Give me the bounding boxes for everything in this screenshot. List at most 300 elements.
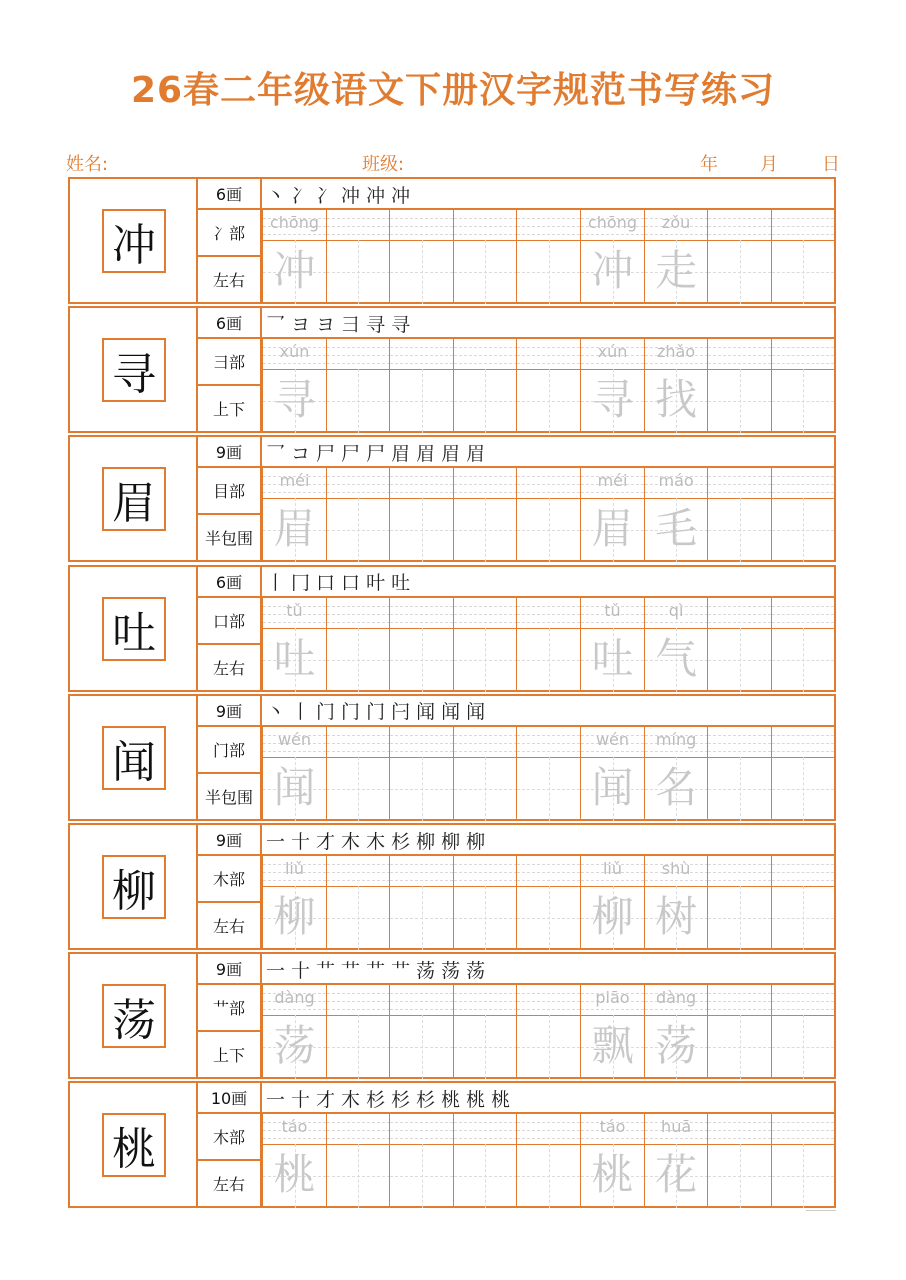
pinyin-guide-line [772,218,834,219]
pinyin-lines [327,727,390,758]
cell-guide-horizontal [390,272,453,273]
trace-character: 桃 [591,1150,634,1200]
pinyin-text: piāo [595,988,630,1008]
stroke-step: 冂 [291,572,311,595]
pinyin-guide-line [327,1138,390,1139]
stroke-order [266,826,485,854]
writing-cell[interactable] [707,466,771,560]
pinyin-guide-line [390,1138,453,1139]
cell-guide-horizontal [708,272,771,273]
trace-character: 荡 [655,1021,698,1071]
cell-guide-horizontal [454,1176,517,1177]
stroke-step: 桃 [441,1088,461,1111]
writing-cell[interactable] [453,854,517,948]
pinyin-guide-line [454,1122,517,1123]
pinyin-lines [454,339,517,370]
pinyin-text: zhǎo [657,342,696,362]
stroke-step: 闻 [466,701,486,724]
cell-guide-horizontal [772,272,834,273]
writing-cell[interactable] [644,983,708,1077]
pinyin-guide-line [772,1138,834,1139]
pinyin-lines [327,598,390,629]
cell-guide-horizontal [517,272,580,273]
writing-cell[interactable] [326,854,390,948]
writing-cell[interactable] [580,208,644,302]
pinyin-guide-line [517,484,580,485]
pinyin-text: tǔ [286,600,303,620]
pinyin-text: liǔ [602,859,623,878]
trace-character: 寻 [273,375,316,425]
pinyin-text: méi [597,471,628,491]
trace-character: 柳 [591,892,634,941]
cell-guide-horizontal [517,918,580,919]
pinyin-guide-line [645,1138,708,1139]
trace-character: 柳 [273,892,316,941]
writing-cell[interactable] [516,983,580,1077]
stroke-step: ヨ [316,313,336,336]
stroke-step: 丶 [266,701,286,724]
pinyin-guide-line [327,234,390,235]
writing-cell[interactable] [389,596,453,690]
pinyin-guide-line [390,492,453,493]
stroke-step: 乛 [266,442,286,465]
writing-cell[interactable] [453,466,517,560]
stroke-order [266,568,410,596]
writing-cell[interactable] [644,208,708,302]
pinyin-guide-line [390,606,453,607]
writing-cell[interactable] [326,983,390,1077]
writing-grid [262,1112,834,1206]
writing-cell[interactable] [326,596,390,690]
writing-cell[interactable] [580,983,644,1077]
pinyin-guide-line [327,1001,390,1002]
pinyin-lines [772,598,834,629]
pinyin-guide-line [327,492,390,493]
cell-guide-horizontal [708,1047,771,1048]
writing-cell[interactable] [771,725,835,819]
writing-cell[interactable] [453,1112,517,1206]
stroke-step: 眉 [441,442,461,465]
writing-cell[interactable] [644,596,708,690]
pinyin-guide-line [708,347,771,348]
pinyin-guide-line [645,363,708,364]
writing-cell[interactable] [771,337,835,431]
writing-grid [262,596,834,690]
pinyin-guide-line [772,363,834,364]
stroke-step: 丨 [266,572,286,595]
writing-cell[interactable] [262,337,326,431]
writing-cell[interactable] [326,725,390,819]
cell-guide-horizontal [327,1047,390,1048]
stroke-count: 9画 [198,954,262,985]
radical: 艹部 [198,985,262,1032]
stroke-step: 丶 [266,184,286,207]
pinyin-guide-line [454,1001,517,1002]
pinyin-lines [772,339,834,370]
class-label: 班级: [362,154,405,175]
pinyin-guide-line [517,880,580,881]
pinyin-guide-line [327,864,390,865]
pinyin-lines [454,598,517,629]
stroke-order [266,180,410,208]
writing-cell[interactable] [580,725,644,819]
stroke-step: 乛 [266,313,286,336]
pinyin-guide-line [772,1009,834,1010]
pinyin-lines [708,468,771,499]
pinyin-lines [708,985,771,1016]
pinyin-guide-line [708,234,771,235]
writing-cell[interactable] [262,466,326,560]
pinyin-guide-line [772,864,834,865]
stroke-order [266,438,485,466]
cell-guide-horizontal [708,918,771,919]
pinyin-guide-line [390,1001,453,1002]
cell-guide-horizontal [517,789,580,790]
cell-guide-horizontal [772,1176,834,1177]
pinyin-text: huā [661,1117,692,1137]
pinyin-lines [517,985,580,1016]
writing-cell[interactable] [262,208,326,302]
cell-guide-horizontal [772,660,834,661]
pinyin-guide-line [772,872,834,873]
pinyin-guide-line [581,880,644,881]
pinyin-guide-line [390,218,453,219]
pinyin-guide-line [390,484,453,485]
stroke-step: 冲 [366,184,386,207]
pinyin-lines [772,210,834,241]
pinyin-lines [708,210,771,241]
pinyin-guide-line [708,226,771,227]
pinyin-guide-line [517,993,580,994]
pinyin-guide-line [708,751,771,752]
cell-guide-horizontal [517,1047,580,1048]
pinyin-guide-line [517,218,580,219]
pinyin-guide-line [581,234,644,235]
writing-cell[interactable] [644,466,708,560]
trace-character: 闻 [591,762,634,812]
stroke-step: 艹 [391,959,411,982]
writing-cell[interactable] [771,854,835,948]
pinyin-lines [772,468,834,499]
pinyin-guide-line [772,355,834,356]
stroke-step: 桃 [491,1088,511,1111]
writing-cell[interactable] [262,983,326,1077]
stroke-step: 门 [366,701,386,724]
cell-guide-horizontal [772,789,834,790]
trace-character: 吐 [273,633,316,683]
stroke-step: 门 [341,701,361,724]
stroke-step: 寻 [391,313,411,336]
writing-cell[interactable] [771,983,835,1077]
pinyin-lines [327,985,390,1016]
writing-cell[interactable] [453,596,517,690]
pinyin-guide-line [454,993,517,994]
writing-cell[interactable] [644,337,708,431]
writing-cell[interactable] [516,1112,580,1206]
writing-cell[interactable] [262,854,326,948]
pinyin-guide-line [772,1001,834,1002]
writing-cell[interactable] [516,725,580,819]
stroke-count: 9画 [198,437,262,468]
pinyin-text: chōng [587,213,638,232]
stroke-step: 一 [266,830,286,853]
pinyin-guide-line [772,606,834,607]
stroke-step: 才 [316,1088,336,1111]
pinyin-guide-line [390,864,453,865]
writing-grid [262,466,834,560]
pinyin-lines [517,598,580,629]
character-block [68,565,836,692]
pinyin-text: dàng [655,988,697,1008]
name-label: 姓名: [66,154,109,175]
trace-character: 吐 [591,633,634,683]
pinyin-guide-line [517,1138,580,1139]
pinyin-lines [708,856,771,887]
writing-cell[interactable] [262,725,326,819]
stroke-order [266,955,485,983]
pinyin-text: táo [281,1117,308,1137]
pinyin-text: máo [658,471,694,491]
writing-cell[interactable] [707,337,771,431]
pinyin-guide-line [390,1009,453,1010]
model-character: 闻 [102,726,166,790]
pinyin-lines [390,339,453,370]
pinyin-guide-line [708,1122,771,1123]
writing-cell[interactable] [389,1112,453,1206]
pinyin-lines [517,339,580,370]
structure: 上下 [198,1032,262,1077]
writing-cell[interactable] [771,208,835,302]
writing-cell[interactable] [389,854,453,948]
stroke-order [266,697,485,725]
writing-cell[interactable] [580,1112,644,1206]
writing-cell[interactable] [516,208,580,302]
stroke-step: 尸 [341,442,361,465]
stroke-step: 彐 [341,313,361,336]
trace-character: 冲 [591,246,634,295]
pinyin-guide-line [390,614,453,615]
pinyin-guide-line [517,226,580,227]
pinyin-lines [454,985,517,1016]
writing-cell[interactable] [707,208,771,302]
cell-guide-horizontal [772,1047,834,1048]
pinyin-guide-line [390,347,453,348]
writing-cell[interactable] [262,1112,326,1206]
pinyin-guide-line [263,363,326,364]
writing-cell[interactable] [771,466,835,560]
trace-character: 桃 [273,1150,316,1200]
pinyin-guide-line [708,864,771,865]
model-character-cell [70,308,198,431]
pinyin-guide-line [581,622,644,623]
pinyin-lines [708,598,771,629]
stroke-step: 柳 [416,830,436,853]
stroke-step: 眉 [466,442,486,465]
cell-guide-horizontal [327,272,390,273]
pinyin-guide-line [517,606,580,607]
cell-guide-horizontal [517,660,580,661]
trace-character: 闻 [273,762,316,812]
writing-cell[interactable] [453,337,517,431]
pinyin-guide-line [454,476,517,477]
stroke-step: 口 [341,572,361,595]
stroke-step: 寻 [366,313,386,336]
writing-cell[interactable] [326,337,390,431]
pinyin-guide-line [327,993,390,994]
pinyin-guide-line [708,1001,771,1002]
writing-cell[interactable] [644,725,708,819]
cell-guide-horizontal [772,530,834,531]
writing-cell[interactable] [453,725,517,819]
cell-guide-horizontal [517,530,580,531]
pinyin-guide-line [390,751,453,752]
trace-character: 眉 [273,504,316,554]
pinyin-guide-line [454,614,517,615]
writing-cell[interactable] [389,725,453,819]
pinyin-guide-line [454,355,517,356]
pinyin-guide-line [327,614,390,615]
writing-cell[interactable] [516,466,580,560]
pinyin-guide-line [454,864,517,865]
pinyin-guide-line [454,743,517,744]
writing-cell[interactable] [707,1112,771,1206]
writing-cell[interactable] [389,466,453,560]
writing-cell[interactable] [326,466,390,560]
pinyin-guide-line [772,743,834,744]
writing-cell[interactable] [644,1112,708,1206]
writing-cell[interactable] [707,854,771,948]
pinyin-lines [454,856,517,887]
pinyin-guide-line [708,622,771,623]
page-title: 26春二年级语文下册汉字规范书写练习 [130,70,776,111]
pinyin-guide-line [708,484,771,485]
cell-guide-horizontal [454,660,517,661]
pinyin-guide-line [390,476,453,477]
writing-cell[interactable] [580,854,644,948]
pinyin-guide-line [645,492,708,493]
writing-cell[interactable] [516,854,580,948]
trace-character: 气 [655,633,698,683]
pinyin-lines [772,727,834,758]
pinyin-lines [390,727,453,758]
writing-cell[interactable] [326,208,390,302]
model-character: 荡 [102,984,166,1048]
day-label: 日 [822,154,840,175]
radical: 目部 [198,468,262,515]
pinyin-guide-line [327,363,390,364]
cell-guide-horizontal [327,1176,390,1177]
pinyin-guide-line [517,234,580,235]
writing-cell[interactable] [262,596,326,690]
pinyin-guide-line [645,622,708,623]
pinyin-guide-line [708,993,771,994]
writing-cell[interactable] [389,208,453,302]
pinyin-guide-line [708,614,771,615]
writing-cell[interactable] [771,596,835,690]
pinyin-text: míng [655,729,697,749]
pinyin-guide-line [327,880,390,881]
structure: 左右 [198,903,262,948]
writing-cell[interactable] [389,983,453,1077]
trace-character: 毛 [655,504,698,554]
writing-cell[interactable] [644,854,708,948]
writing-cell[interactable] [516,337,580,431]
pinyin-guide-line [517,1001,580,1002]
trace-character: 名 [655,762,698,812]
cell-guide-horizontal [327,401,390,402]
cell-guide-horizontal [708,1176,771,1177]
pinyin-lines [327,856,390,887]
model-character: 寻 [102,338,166,402]
model-character: 冲 [102,209,166,273]
pinyin-guide-line [517,347,580,348]
pinyin-lines [772,856,834,887]
stroke-step: 艹 [341,959,361,982]
pinyin-guide-line [454,1009,517,1010]
stroke-step: 眉 [391,442,411,465]
stroke-step: 叶 [366,572,386,595]
pinyin-guide-line [454,347,517,348]
writing-cell[interactable] [580,596,644,690]
pinyin-text: táo [599,1117,626,1137]
pinyin-guide-line [708,872,771,873]
writing-cell[interactable] [707,596,771,690]
writing-cell[interactable] [771,1112,835,1206]
writing-cell[interactable] [580,466,644,560]
pinyin-lines [517,210,580,241]
writing-cell[interactable] [389,337,453,431]
pinyin-lines [327,1114,390,1145]
pinyin-guide-line [517,614,580,615]
character-block [68,694,836,821]
pinyin-lines [454,210,517,241]
writing-cell[interactable] [516,596,580,690]
pinyin-guide-line [454,1138,517,1139]
writing-cell[interactable] [580,337,644,431]
stroke-step: 尸 [366,442,386,465]
writing-cell[interactable] [707,725,771,819]
pinyin-guide-line [708,363,771,364]
stroke-order [266,309,410,337]
pinyin-guide-line [454,872,517,873]
pinyin-text: dàng [274,988,315,1008]
stroke-step: コ [291,442,311,465]
pinyin-lines [517,856,580,887]
writing-cell[interactable] [326,1112,390,1206]
pinyin-guide-line [263,492,326,493]
pinyin-guide-line [454,226,517,227]
pinyin-guide-line [454,880,517,881]
pinyin-guide-line [390,1130,453,1131]
trace-character: 树 [655,892,698,941]
pinyin-guide-line [517,735,580,736]
pinyin-guide-line [327,1130,390,1131]
pinyin-guide-line [327,751,390,752]
stroke-step: 十 [291,1088,311,1111]
stroke-step: 荡 [441,959,461,982]
pinyin-lines [327,339,390,370]
writing-cell[interactable] [453,983,517,1077]
writing-cell[interactable] [707,983,771,1077]
writing-grid [262,208,834,302]
cell-guide-horizontal [327,660,390,661]
pinyin-lines [454,468,517,499]
pinyin-guide-line [390,355,453,356]
writing-cell[interactable] [453,208,517,302]
stroke-count: 6画 [198,179,262,210]
pinyin-guide-line [581,1009,644,1010]
stroke-count: 10画 [198,1083,262,1114]
